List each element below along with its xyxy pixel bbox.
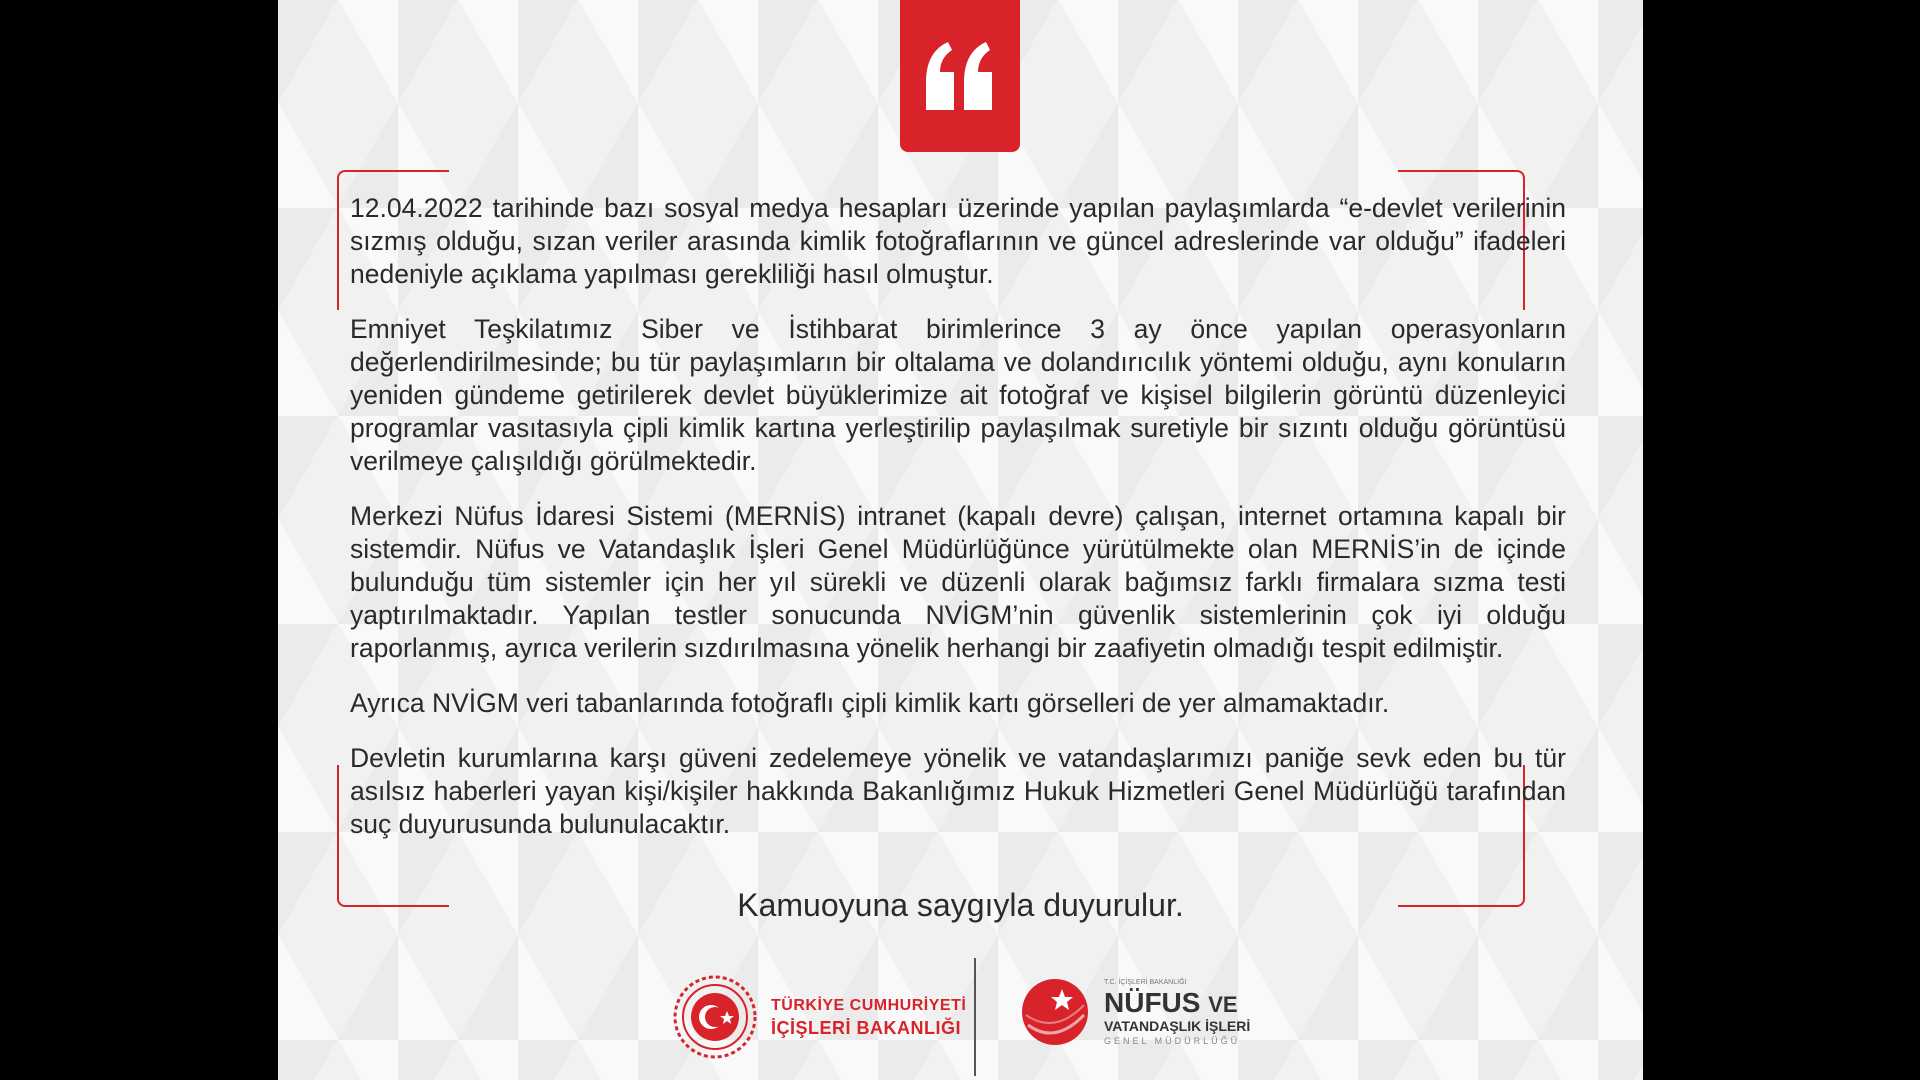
announcement-page: [278, 0, 1643, 1080]
footer-divider: [974, 958, 976, 1076]
paragraph: Merkezi Nüfus İdaresi Sistemi (MERNİS) intranet (kapalı devre) çalışan, internet ortamına kapalı bir sistemdir. Nüfus ve Vatandaşlık İşleri Genel Müdürlüğünce yürütülmekte olan MERNİS’in de içinde bulunduğu tüm sistemler için her yıl sürekli ve düzenli olarak bağımsız farklı firmalara sızma testi yaptırılmaktadır. Yapılan testler sonucunda NVİGM’nin güvenlik sistemlerinin çok iyi olduğu raporlanmış, ayrıca verilerin sızdırılmasına yönelik herhangi bir zaafiyetin olmadığı tespit edilmiştir.: [350, 501, 1566, 663]
directorate-title: [1104, 986, 1250, 1018]
paragraph: Devletin kurumlarına karşı güveni zedelemeye yönelik ve vatandaşlarımızı paniğe sevk eden bu tür asılsız haberleri yayan kişi/kişiler hakkında Bakanlığımız Hukuk Hizmetleri Genel Müdürlüğü tarafından suç duyurusunda bulunulacaktır.: [350, 743, 1566, 839]
directorate-tiny-label: T.C. İÇİŞLERİ BAKANLIĞI: [1104, 978, 1187, 986]
directorate-title-main: NÜFUS: [1104, 986, 1201, 1018]
directorate-name: [1104, 979, 1250, 1046]
ministry-emblem-icon: [673, 975, 757, 1059]
ministry-line-1: TÜRKİYE CUMHURİYETİ: [771, 997, 967, 1014]
nufus-logo-icon: [1018, 975, 1092, 1049]
directorate-subtitle: VATANDAŞLIK İŞLERİ: [1104, 1017, 1251, 1034]
directorate-title-suffix: VE: [1208, 991, 1238, 1017]
announcement-body: [350, 192, 1566, 863]
open-quote-icon: [922, 38, 998, 114]
paragraph: 12.04.2022 tarihinde bazı sosyal medya hesapları üzerinde yapılan paylaşımlarda “e-devlet verilerinin sızmış olduğu, sızan veriler arasında kimlik fotoğraflarının ve güncel adreslerinde var olduğu” ifadeleri nedeniyle açıklama yapılması gerekliliği hasıl olmuştur.: [350, 193, 1566, 289]
directorate-caption: GENEL MÜDÜRLÜĞÜ: [1104, 1035, 1241, 1046]
ministry-line-2: İÇİŞLERİ BAKANLIĞI: [771, 1018, 962, 1038]
paragraph: Emniyet Teşkilatımız Siber ve İstihbarat birimlerince 3 ay önce yapılan operasyonların değerlendirilmesinde; bu tür paylaşımların bir oltalama ve dolandırıcılık yöntemi olduğu, aynı konuların yeniden gündeme getirilerek devlet büyüklerimize ait fotoğraf ve kişisel bilgilerin görüntü düzenleyici programlar vasıtasıyla çipli kimlik kartına yerleştirilip paylaşılmak suretiyle bir sızıntı olduğu görüntüsü verilmeye çalışıldığı görülmektedir.: [350, 314, 1566, 476]
quote-box: [900, 0, 1020, 152]
paragraph: Ayrıca NVİGM veri tabanlarında fotoğraflı çipli kimlik kartı görselleri de yer almamaktadır.: [350, 688, 1390, 718]
ministry-name: [771, 995, 966, 1039]
ministry-logo: [673, 975, 966, 1059]
closing-statement: Kamuoyuna saygıyla duyurulur.: [737, 887, 1184, 923]
directorate-logo: [1018, 975, 1250, 1049]
